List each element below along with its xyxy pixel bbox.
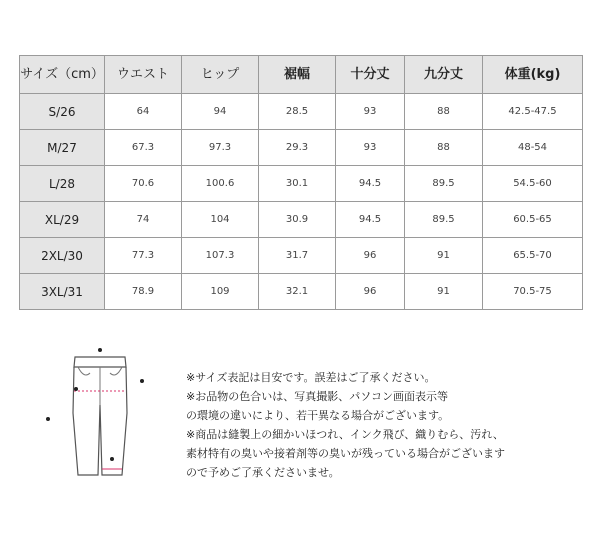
cell-ninth-length: 91 (405, 238, 483, 274)
table-row (20, 130, 583, 166)
cell-hem-width: 28.5 (259, 94, 336, 130)
cell-weight: 65.5-70 (483, 238, 583, 274)
header-full-length: 十分丈 (336, 56, 405, 94)
table-row (20, 94, 583, 130)
header-weight: 体重(kg) (483, 56, 583, 94)
cell-ninth-length: 91 (405, 274, 483, 310)
row-size-label: L/28 (20, 166, 105, 202)
table-header-row (20, 56, 583, 94)
cell-ninth-length: 89.5 (405, 166, 483, 202)
cell-ninth-length: 88 (405, 94, 483, 130)
pants-measurement-icon (40, 343, 160, 488)
note-line: の環境の違いにより、若干異なる場合がございます。 (186, 409, 450, 422)
cell-waist: 64 (105, 94, 182, 130)
cell-weight: 54.5-60 (483, 166, 583, 202)
row-size-label: S/26 (20, 94, 105, 130)
cell-full-length: 94.5 (336, 166, 405, 202)
header-hip: ヒップ (182, 56, 259, 94)
row-size-label: 2XL/30 (20, 238, 105, 274)
row-size-label: M/27 (20, 130, 105, 166)
cell-ninth-length: 89.5 (405, 202, 483, 238)
cell-hip: 104 (182, 202, 259, 238)
cell-full-length: 93 (336, 94, 405, 130)
cell-weight: 42.5-47.5 (483, 94, 583, 130)
cell-full-length: 96 (336, 274, 405, 310)
row-size-label: XL/29 (20, 202, 105, 238)
cell-weight: 60.5-65 (483, 202, 583, 238)
header-hem-width: 裾幅 (259, 56, 336, 94)
table-row (20, 274, 583, 310)
table-row (20, 238, 583, 274)
cell-hip: 94 (182, 94, 259, 130)
note-line: 素材特有の臭いや接着剤等の臭いが残っている場合がございます (186, 447, 505, 460)
cell-full-length: 94.5 (336, 202, 405, 238)
cell-full-length: 96 (336, 238, 405, 274)
header-ninth-length: 九分丈 (405, 56, 483, 94)
cell-waist: 78.9 (105, 274, 182, 310)
cell-hip: 100.6 (182, 166, 259, 202)
cell-weight: 70.5-75 (483, 274, 583, 310)
note-line: ので予めご了承くださいませ。 (186, 466, 340, 479)
cell-hip: 109 (182, 274, 259, 310)
cell-ninth-length: 88 (405, 130, 483, 166)
notes-block (186, 368, 586, 482)
note-line: ※商品は縫製上の細かいほつれ、インク飛び、織りむら、汚れ、 (186, 428, 504, 441)
cell-weight: 48-54 (483, 130, 583, 166)
header-waist: ウエスト (105, 56, 182, 94)
table-row (20, 202, 583, 238)
row-size-label: 3XL/31 (20, 274, 105, 310)
cell-full-length: 93 (336, 130, 405, 166)
cell-hem-width: 29.3 (259, 130, 336, 166)
cell-waist: 70.6 (105, 166, 182, 202)
cell-hem-width: 30.1 (259, 166, 336, 202)
note-line: ※お品物の色合いは、写真撮影、パソコン画面表示等 (186, 390, 448, 403)
cell-hem-width: 32.1 (259, 274, 336, 310)
cell-waist: 74 (105, 202, 182, 238)
cell-waist: 67.3 (105, 130, 182, 166)
cell-hem-width: 30.9 (259, 202, 336, 238)
cell-hip: 107.3 (182, 238, 259, 274)
note-line: ※サイズ表記は目安です。誤差はご了承ください。 (186, 371, 436, 384)
header-size: サイズ（cm） (20, 56, 105, 94)
cell-waist: 77.3 (105, 238, 182, 274)
cell-hem-width: 31.7 (259, 238, 336, 274)
table-row (20, 166, 583, 202)
size-table (19, 55, 583, 310)
cell-hip: 97.3 (182, 130, 259, 166)
